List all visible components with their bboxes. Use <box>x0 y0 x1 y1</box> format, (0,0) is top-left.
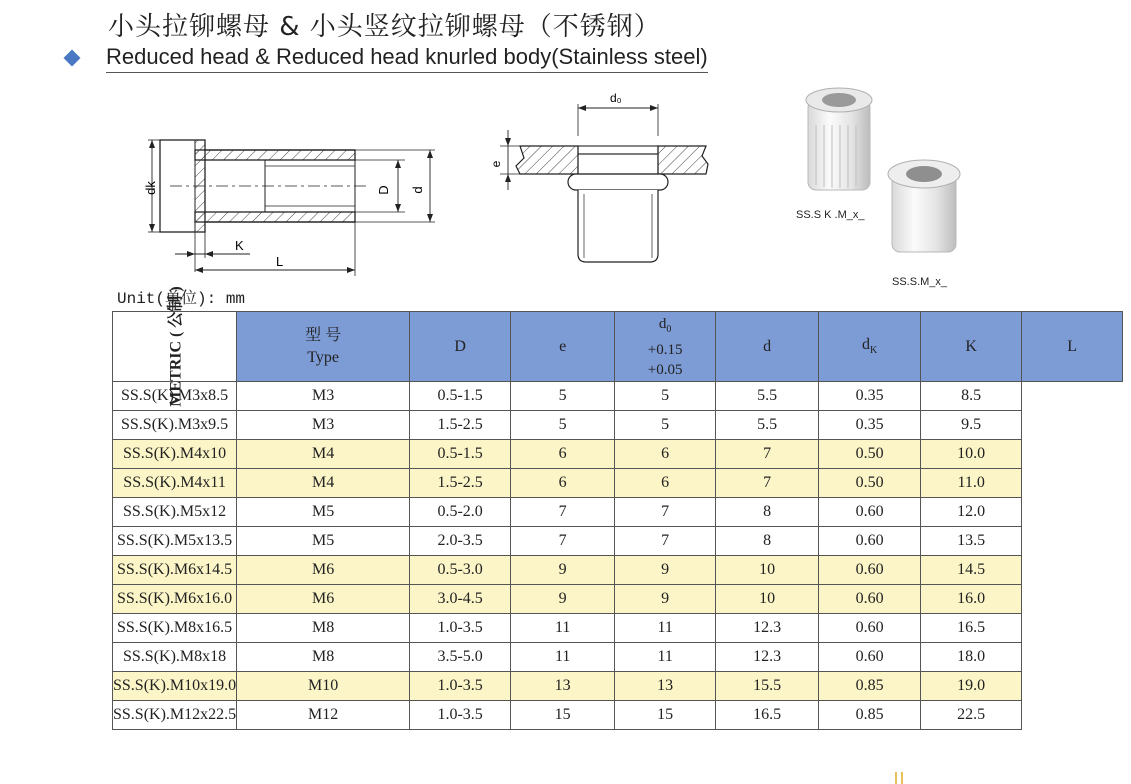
cell-d0: 11 <box>511 614 615 643</box>
photo-caption-knurled: SS.S K .M_x_ <box>796 209 865 221</box>
cell-type: SS.S(K).M12x22.5 <box>113 701 237 730</box>
cell-d: 11 <box>615 614 716 643</box>
table-row <box>113 614 1123 643</box>
cell-e: 1.0-3.5 <box>410 614 511 643</box>
cell-e: 1.0-3.5 <box>410 701 511 730</box>
cell-d0: 6 <box>511 440 615 469</box>
cell-type: SS.S(K).M4x10 <box>113 440 237 469</box>
cell-dk: 5.5 <box>716 382 819 411</box>
cell-K: 0.35 <box>819 411 921 440</box>
cell-D: M8 <box>237 643 410 672</box>
table-row <box>113 411 1123 440</box>
cell-d0: 13 <box>511 672 615 701</box>
cell-d: 6 <box>615 469 716 498</box>
cell-e: 0.5-1.5 <box>410 382 511 411</box>
col-header-e: e <box>511 312 615 382</box>
cell-dk: 12.3 <box>716 643 819 672</box>
cell-e: 2.0-3.5 <box>410 527 511 556</box>
cell-dk: 10 <box>716 585 819 614</box>
cell-L: 11.0 <box>921 469 1022 498</box>
cell-D: M4 <box>237 469 410 498</box>
cell-D: M10 <box>237 672 410 701</box>
cell-D: M8 <box>237 614 410 643</box>
cell-dk: 16.5 <box>716 701 819 730</box>
table-row <box>113 498 1123 527</box>
cell-type: SS.S(K).M4x11 <box>113 469 237 498</box>
dim-D-label: D <box>376 185 391 195</box>
cell-type: SS.S(K).M3x8.5 <box>113 382 237 411</box>
page-title-en: Reduced head & Reduced head knurled body(Stainless steel) <box>106 44 708 73</box>
cell-D: M12 <box>237 701 410 730</box>
metric-side-label: METRIC ( 公制 ) <box>113 312 237 382</box>
col-header-d: d <box>716 312 819 382</box>
cell-d0: 7 <box>511 498 615 527</box>
cell-e: 1.5-2.5 <box>410 411 511 440</box>
cell-type: SS.S(K).M8x18 <box>113 643 237 672</box>
cell-type: SS.S(K).M6x16.0 <box>113 585 237 614</box>
cell-e: 0.5-1.5 <box>410 440 511 469</box>
cell-L: 14.5 <box>921 556 1022 585</box>
cell-D: M4 <box>237 440 410 469</box>
cell-K: 0.85 <box>819 672 921 701</box>
cell-L: 22.5 <box>921 701 1022 730</box>
cell-d0: 15 <box>511 701 615 730</box>
dim-d-label: d <box>410 186 425 194</box>
cell-dk: 5.5 <box>716 411 819 440</box>
table-row <box>113 701 1123 730</box>
table-header-row <box>113 312 1123 382</box>
cell-K: 0.60 <box>819 643 921 672</box>
cell-D: M6 <box>237 585 410 614</box>
product-photos <box>780 80 980 295</box>
cell-K: 0.85 <box>819 701 921 730</box>
diamond-bullet-icon <box>64 50 81 67</box>
cell-d: 5 <box>615 382 716 411</box>
col-header-type: 型 号 Type <box>237 312 410 382</box>
col-header-K: K <box>921 312 1022 382</box>
cell-L: 10.0 <box>921 440 1022 469</box>
cell-d0: 11 <box>511 643 615 672</box>
cell-D: M3 <box>237 411 410 440</box>
cell-L: 9.5 <box>921 411 1022 440</box>
cell-K: 0.50 <box>819 440 921 469</box>
cell-type: SS.S(K).M5x13.5 <box>113 527 237 556</box>
table-row <box>113 643 1123 672</box>
dim-d0-label: d₀ <box>610 91 622 105</box>
cell-dk: 7 <box>716 469 819 498</box>
cell-d: 11 <box>615 643 716 672</box>
cell-d: 6 <box>615 440 716 469</box>
cell-K: 0.60 <box>819 585 921 614</box>
table-row <box>113 585 1123 614</box>
cell-K: 0.60 <box>819 498 921 527</box>
cell-type: SS.S(K).M3x9.5 <box>113 411 237 440</box>
cell-e: 3.0-4.5 <box>410 585 511 614</box>
cell-L: 18.0 <box>921 643 1022 672</box>
footer-mark <box>895 772 897 784</box>
installation-diagram <box>488 86 713 276</box>
cell-L: 13.5 <box>921 527 1022 556</box>
knurled-nut-image <box>806 88 872 190</box>
smooth-nut-image <box>888 160 960 252</box>
cell-d0: 5 <box>511 382 615 411</box>
cell-d: 15 <box>615 701 716 730</box>
cell-e: 1.5-2.5 <box>410 469 511 498</box>
cell-d: 13 <box>615 672 716 701</box>
cell-L: 8.5 <box>921 382 1022 411</box>
table-row <box>113 469 1123 498</box>
cell-D: M3 <box>237 382 410 411</box>
cell-K: 0.60 <box>819 614 921 643</box>
col-header-L: L <box>1022 312 1123 382</box>
cell-e: 1.0-3.5 <box>410 672 511 701</box>
cell-type: SS.S(K).M10x19.0 <box>113 672 237 701</box>
cell-L: 16.0 <box>921 585 1022 614</box>
table-row <box>113 527 1123 556</box>
cell-d0: 7 <box>511 527 615 556</box>
col-header-D: D <box>410 312 511 382</box>
cell-dk: 15.5 <box>716 672 819 701</box>
cell-d0: 6 <box>511 469 615 498</box>
page-title-cn: 小头拉铆螺母 & 小头竖纹拉铆螺母（不锈钢） <box>108 12 661 42</box>
unit-label: Unit(单位): mm <box>117 290 246 308</box>
dim-e-label: e <box>489 160 503 168</box>
cell-K: 0.50 <box>819 469 921 498</box>
photo-caption-smooth: SS.S.M_x_ <box>892 276 948 288</box>
cell-D: M5 <box>237 527 410 556</box>
cell-dk: 12.3 <box>716 614 819 643</box>
col-header-dk: $d_K$ <box>819 312 921 382</box>
cell-d: 7 <box>615 498 716 527</box>
cell-e: 0.5-3.0 <box>410 556 511 585</box>
cell-D: M5 <box>237 498 410 527</box>
table-row <box>113 440 1123 469</box>
cell-type: SS.S(K).M6x14.5 <box>113 556 237 585</box>
cell-L: 19.0 <box>921 672 1022 701</box>
table-row <box>113 556 1123 585</box>
rivet-nut-section-diagram <box>140 130 450 280</box>
cell-d0: 9 <box>511 585 615 614</box>
cell-e: 0.5-2.0 <box>410 498 511 527</box>
table-row <box>113 382 1123 411</box>
cell-e: 3.5-5.0 <box>410 643 511 672</box>
dim-K-label: K <box>235 238 244 253</box>
cell-K: 0.60 <box>819 556 921 585</box>
cell-dk: 8 <box>716 527 819 556</box>
cell-d: 9 <box>615 585 716 614</box>
dim-dk-label: dk <box>143 181 158 195</box>
footer-mark <box>901 772 903 784</box>
cell-dk: 7 <box>716 440 819 469</box>
cell-d: 5 <box>615 411 716 440</box>
cell-D: M6 <box>237 556 410 585</box>
cell-dk: 10 <box>716 556 819 585</box>
dim-L-label: L <box>276 254 284 269</box>
cell-d: 9 <box>615 556 716 585</box>
col-header-d0: $d_0$ +0.15 +0.05 <box>615 312 716 382</box>
table-row <box>113 672 1123 701</box>
cell-dk: 8 <box>716 498 819 527</box>
cell-d0: 9 <box>511 556 615 585</box>
cell-L: 12.0 <box>921 498 1022 527</box>
cell-K: 0.35 <box>819 382 921 411</box>
cell-type: SS.S(K).M8x16.5 <box>113 614 237 643</box>
cell-L: 16.5 <box>921 614 1022 643</box>
cell-d0: 5 <box>511 411 615 440</box>
cell-d: 7 <box>615 527 716 556</box>
cell-type: SS.S(K).M5x12 <box>113 498 237 527</box>
cell-K: 0.60 <box>819 527 921 556</box>
